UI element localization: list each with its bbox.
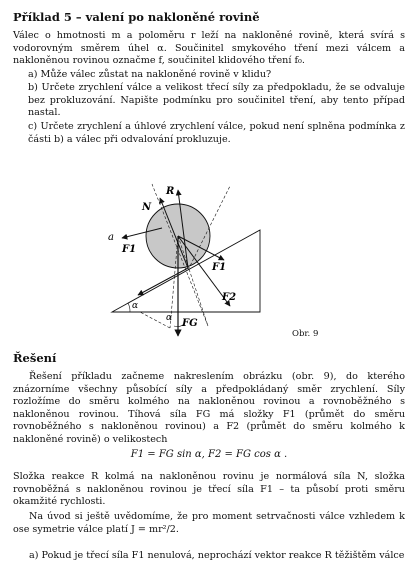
label-f1-left: F1 bbox=[122, 244, 137, 255]
solution-title: Řešení bbox=[13, 351, 57, 365]
solution-equation: F1 = FG sin α, F2 = FG cos α . bbox=[130, 449, 288, 460]
label-r: R bbox=[166, 186, 175, 197]
solution-paragraph-1: Řešení příkladu začneme nakreslením obrázku (obr. 9), do kterého znázorníme všechny působící síly a předpokládaný směr zrychlení. Síly rozložíme do směru kolmého na nakloněnou rovinou a rovnoběžného s nakloněnou rovinou. Tíhová síla FG má složky F1 (průmět do směru rovnoběžného s nakloněnou rovinou) a F2 (průmět do směru kolmého k nakloněné rovině) o velikostech bbox=[13, 371, 405, 445]
label-fg: FG bbox=[182, 318, 198, 329]
problem-item-c: c) Určete zrychlení a úhlové zrychlení válce, pokud není splněna podmínka z části b) a válec při odvalování prokluzuje. bbox=[28, 121, 405, 145]
inclined-plane-figure bbox=[100, 178, 300, 350]
label-alpha-1: α bbox=[132, 301, 139, 311]
solution-paragraph-2: Složka reakce R kolmá na nakloněnou rovinu je normálová síla N, složka rovnoběžná s nakloněnou rovinou je třecí síla F1 – ta působí proti směru okamžité rychlosti. bbox=[13, 471, 405, 508]
label-f1-right: F1 bbox=[212, 262, 227, 273]
force-f1-left-arrow bbox=[138, 268, 188, 295]
solution-paragraph-3: Na úvod si ještě uvědomíme, že pro moment setrvačnosti válce vzhledem k ose symetrie válce platí J = mr²/2. bbox=[13, 511, 405, 535]
label-alpha-2: α bbox=[166, 313, 173, 323]
problem-item-b: b) Určete zrychlení válce a velikost třecí síly za předpokladu, že se odvaluje bez prokluzování. Napište podmínku pro součinitel tření, aby tento případ nastal. bbox=[28, 82, 405, 119]
label-a: a bbox=[108, 232, 114, 243]
problem-item-a: a) Může válec zůstat na nakloněné rovině v klidu? bbox=[28, 69, 272, 80]
figure-caption: Obr. 9 bbox=[292, 329, 319, 339]
label-f2: F2 bbox=[222, 292, 237, 303]
solution-paragraph-4: a) Pokud je třecí síla F1 nenulová, neprochází vektor reakce R těžištěm válce bbox=[29, 550, 405, 561]
problem-intro: Válec o hmotnosti m a poloměru r leží na nakloněné rovině, která svírá s vodorovným směrem úhel α. Součinitel smykového tření mezi válcem a nakloněnou rovinou označme f, součinitel klidového tření f₀. bbox=[13, 30, 405, 67]
label-n: N bbox=[142, 202, 152, 213]
problem-title: Příklad 5 – valení po nakloněné rovině bbox=[13, 10, 260, 24]
